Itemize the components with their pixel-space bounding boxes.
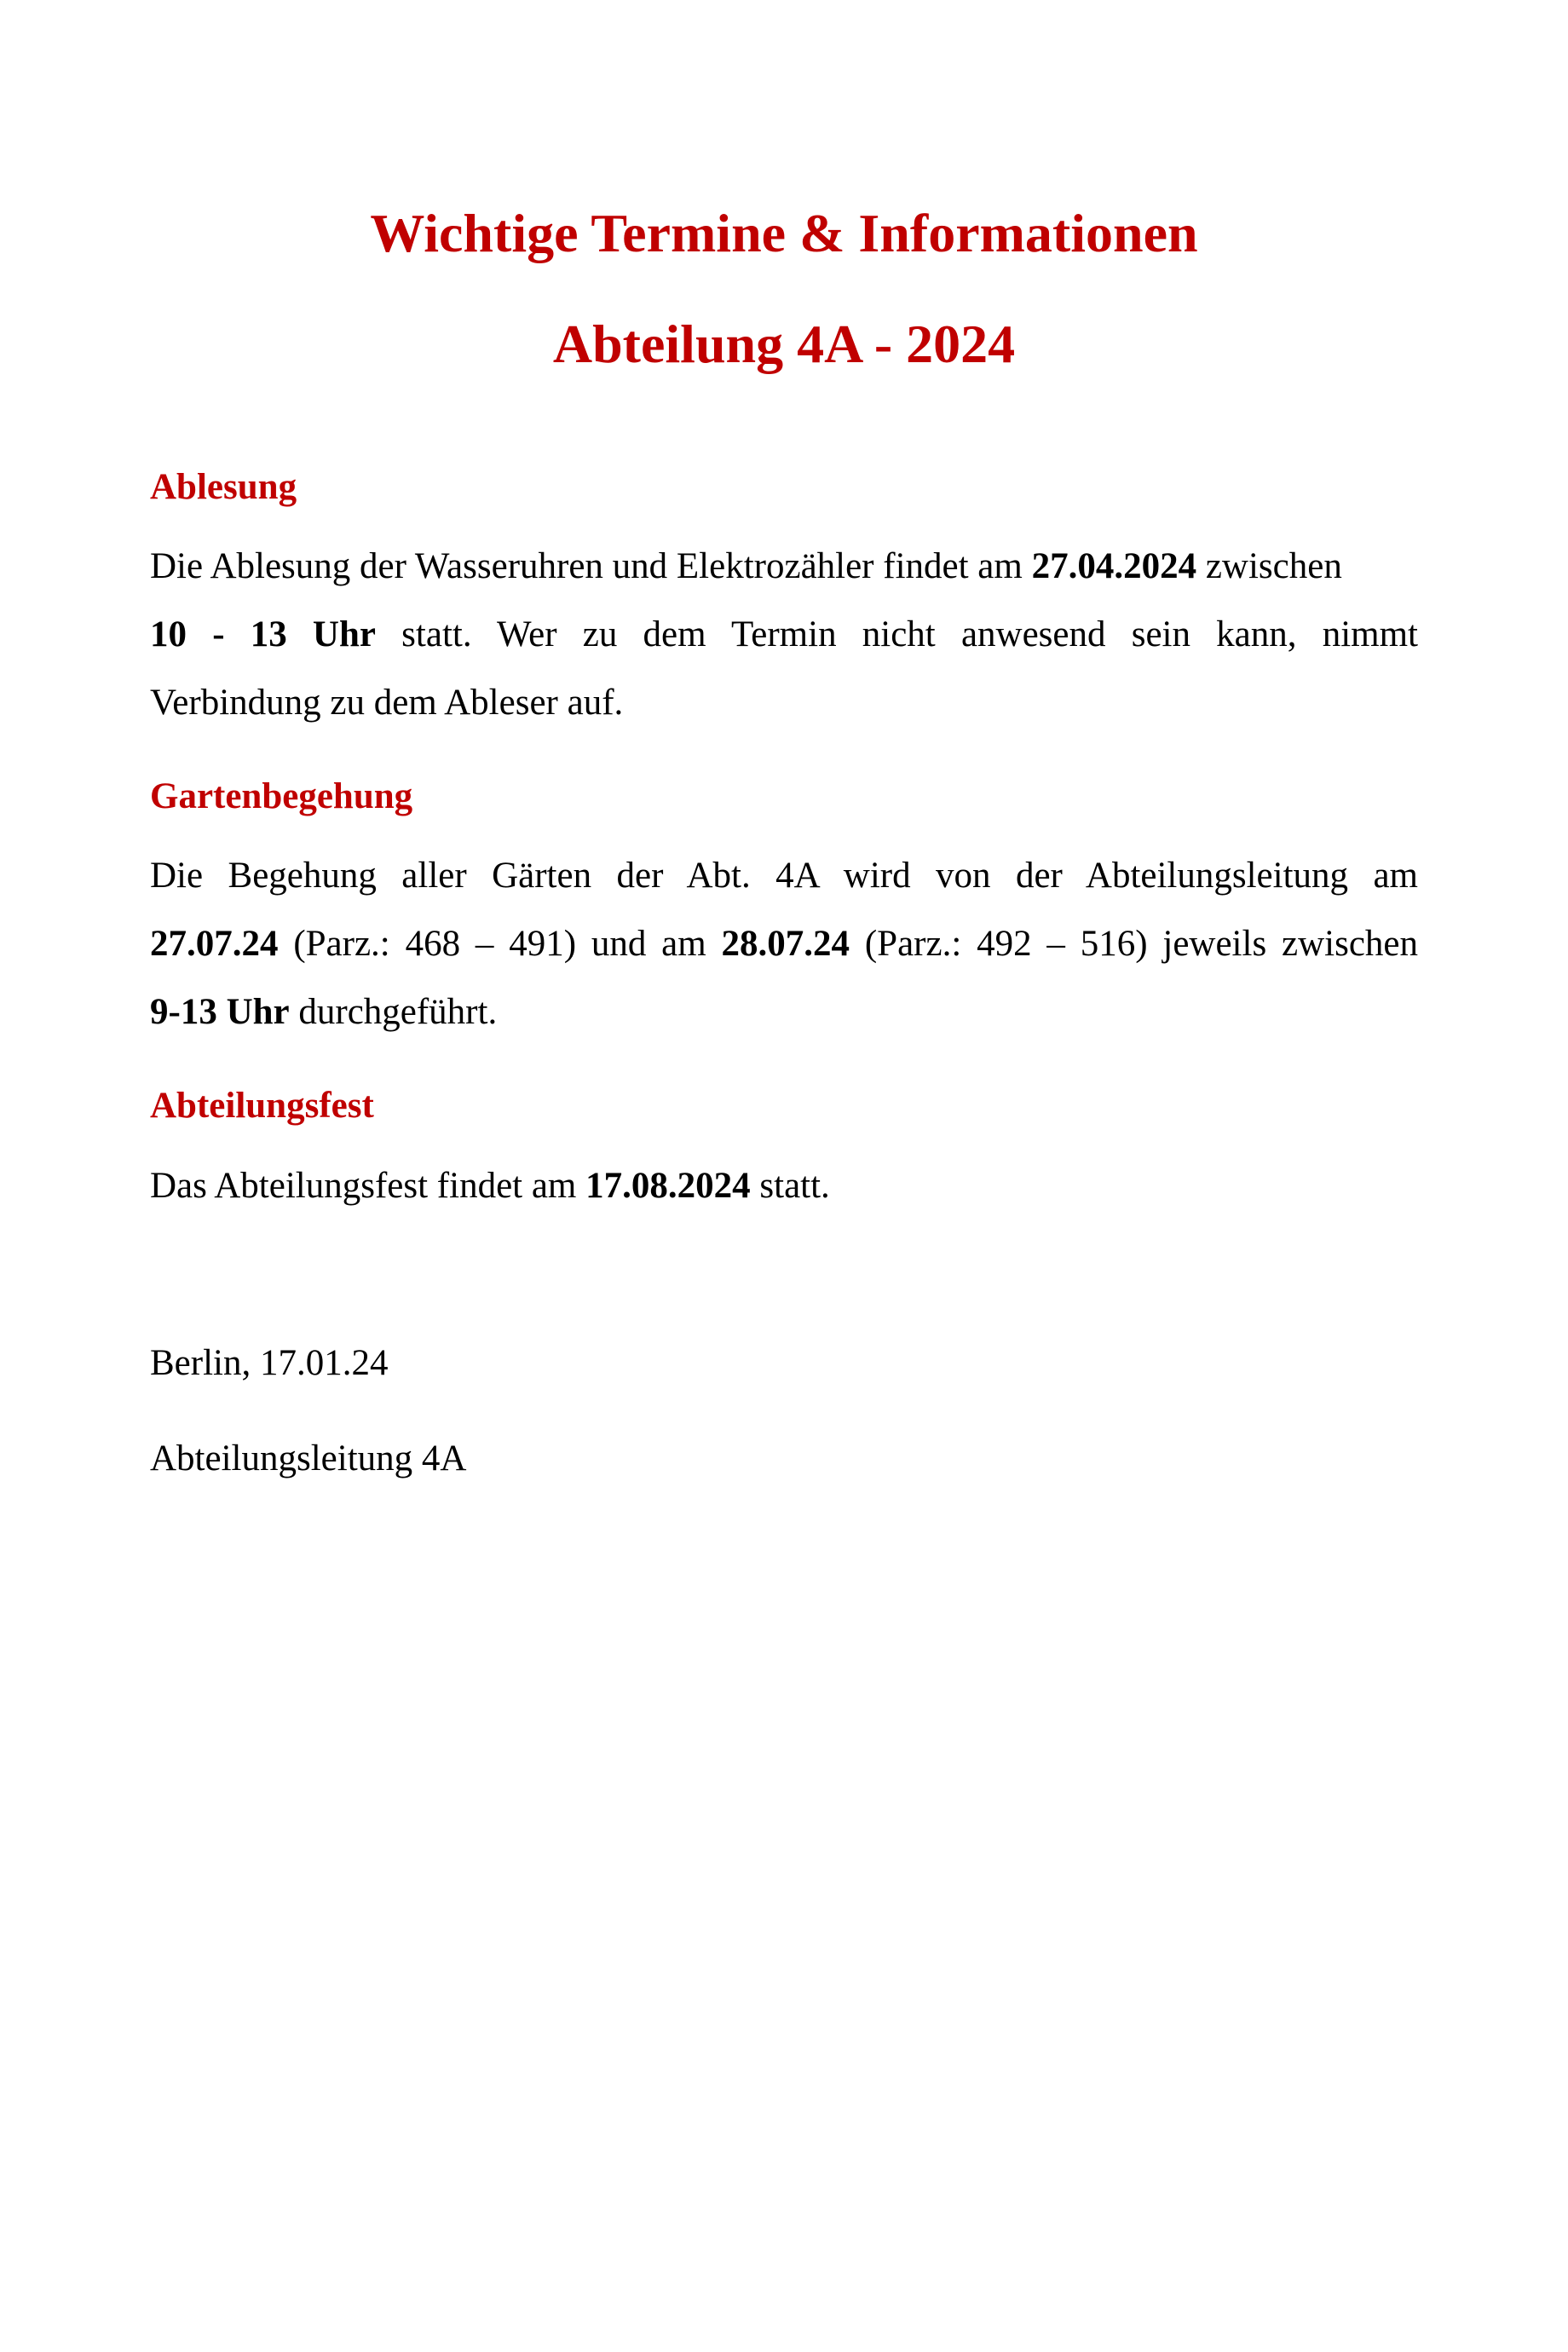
paragraph-line [150,601,1418,669]
text-fragment: statt. [750,1166,830,1206]
text-fragment: Die Begehung aller Gärten der Abt. 4A wird von der Abteilungsleitung am [150,856,1418,896]
time-highlight: 10 - 13 Uhr [150,614,376,654]
section-body-ablesung [150,533,1418,737]
text-fragment: zwischen [1196,546,1342,586]
paragraph-line [150,533,1418,601]
date-highlight: 17.08.2024 [585,1166,751,1206]
page-subtitle: Abteilung 4A - 2024 [552,314,1016,374]
time-highlight: 9-13 Uhr [150,992,290,1032]
paragraph-line [150,669,1418,737]
text-fragment: Die Ablesung der Wasseruhren und Elektrozähler findet am [150,546,1032,586]
section-heading-ablesung: Ablesung [150,467,297,507]
section-body-gartenbegehung [150,842,1418,1046]
text-fragment: Verbindung zu dem Ableser auf. [150,683,624,723]
date-highlight: 27.07.24 [150,924,279,964]
date-highlight: 28.07.24 [721,924,850,964]
text-fragment: Das Abteilungsfest findet am [150,1166,586,1206]
text-run [150,533,1342,601]
paragraph-line [150,842,1418,910]
text-fragment: durchgeführt. [289,992,498,1032]
text-fragment: statt. Wer zu dem Termin nicht anwesend sein kann, nimmt [375,614,1418,654]
section-heading-gartenbegehung: Gartenbegehung [150,776,413,816]
text-fragment: (Parz.: 492 – 516) jeweils zwischen [850,924,1418,964]
page-title: Wichtige Termine & Informationen [370,203,1198,263]
section-heading-abteilungsfest: Abteilungsfest [150,1086,374,1126]
place-date: Berlin, 17.01.24 [150,1343,389,1383]
signature: Abteilungsleitung 4A [150,1438,467,1479]
date-highlight: 27.04.2024 [1031,546,1197,586]
paragraph-line [150,910,1418,978]
section-body-abteilungsfest [150,1167,830,1204]
text-fragment: (Parz.: 468 – 491) und am [278,924,722,964]
paragraph-line [150,978,1418,1046]
